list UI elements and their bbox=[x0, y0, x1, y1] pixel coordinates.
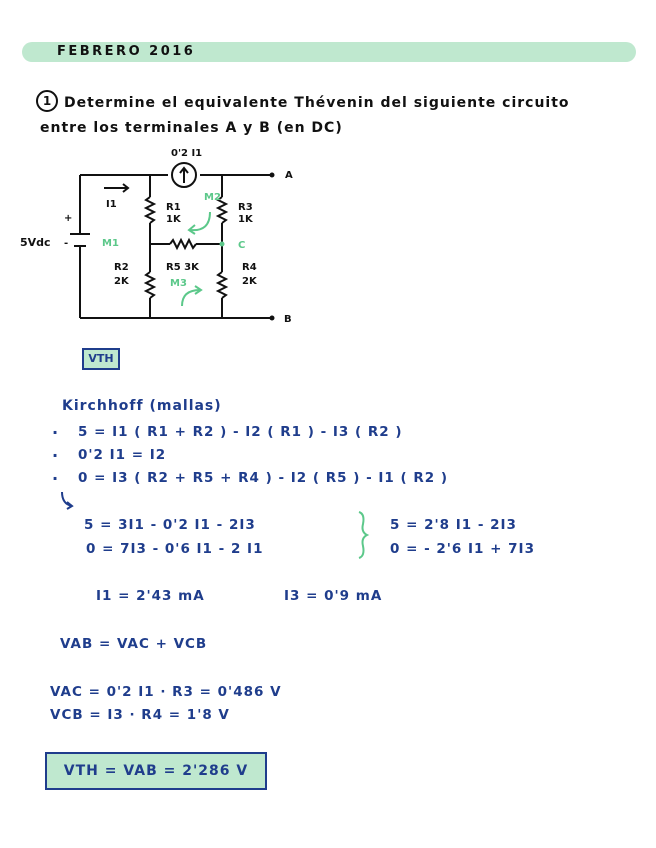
r4-label: R4 bbox=[242, 262, 257, 273]
source-current-label: 0'2 I1 bbox=[171, 148, 203, 159]
r4-value: 2K bbox=[242, 276, 257, 287]
current-i1-label: I1 bbox=[106, 199, 117, 210]
r3-label: R3 bbox=[238, 202, 253, 213]
system-brace-icon bbox=[355, 510, 371, 560]
plus-sign: + bbox=[64, 213, 73, 224]
system-right-2: 0 = - 2'6 I1 + 7I3 bbox=[390, 541, 535, 557]
circuit-diagram bbox=[0, 140, 656, 330]
node-c-label: C bbox=[238, 240, 246, 251]
minus-sign: - bbox=[64, 238, 69, 249]
r1-value: 1K bbox=[166, 214, 181, 225]
continuation-arrow-icon bbox=[58, 490, 78, 512]
mesh2-label: M2 bbox=[204, 192, 221, 203]
system-left-1: 5 = 3I1 - 0'2 I1 - 2I3 bbox=[84, 517, 256, 533]
r3-value: 1K bbox=[238, 214, 253, 225]
system-left-2: 0 = 7I3 - 0'6 I1 - 2 I1 bbox=[86, 541, 264, 557]
problem-number: 1 bbox=[36, 90, 58, 112]
r5-label: R5 3K bbox=[166, 262, 199, 273]
source-voltage-label: 5Vdc bbox=[20, 236, 51, 249]
vth-tag: VTH bbox=[82, 348, 120, 370]
method-heading: Kirchhoff (mallas) bbox=[62, 398, 222, 414]
equation-3: 0 = I3 ( R2 + R5 + R4 ) - I2 ( R5 ) - I1 ( R2 ) bbox=[78, 470, 449, 486]
bullet-2: · bbox=[52, 446, 59, 465]
system-right-1: 5 = 2'8 I1 - 2I3 bbox=[390, 517, 517, 533]
bullet-1: · bbox=[52, 423, 59, 442]
mesh3-label: M3 bbox=[170, 278, 187, 289]
equation-2: 0'2 I1 = I2 bbox=[78, 447, 167, 463]
bullet-3: · bbox=[52, 469, 59, 488]
mesh1-label: M1 bbox=[102, 238, 119, 249]
equation-1: 5 = I1 ( R1 + R2 ) - I2 ( R1 ) - I3 ( R2 ) bbox=[78, 424, 403, 440]
problem-line-1: Determine el equivalente Thévenin del siguiente circuito bbox=[64, 95, 570, 111]
result-i3: I3 = 0'9 mA bbox=[284, 588, 383, 604]
r2-label: R2 bbox=[114, 262, 129, 273]
problem-statement bbox=[40, 91, 630, 141]
vcb-equation: VCB = I3 · R4 = 1'8 V bbox=[50, 707, 230, 723]
terminal-a-label: A bbox=[285, 170, 293, 181]
problem-line-2: entre los terminales A y B (en DC) bbox=[40, 120, 343, 136]
vab-equation: VAB = VAC + VCB bbox=[60, 636, 208, 652]
vac-equation: VAC = 0'2 I1 · R3 = 0'486 V bbox=[50, 684, 282, 700]
result-i1: I1 = 2'43 mA bbox=[96, 588, 205, 604]
final-answer: VTH = VAB = 2'286 V bbox=[45, 752, 267, 790]
r2-value: 2K bbox=[114, 276, 129, 287]
terminal-b-label: B bbox=[284, 314, 292, 325]
header-title: FEBRERO 2016 bbox=[57, 44, 196, 59]
r1-label: R1 bbox=[166, 202, 181, 213]
